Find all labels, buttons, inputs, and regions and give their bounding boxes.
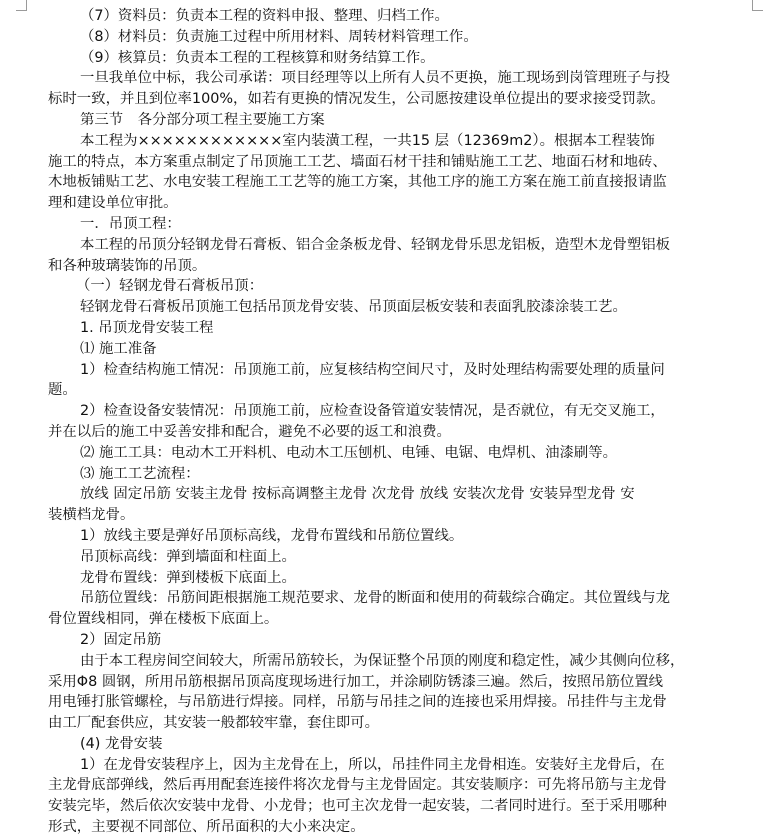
text-line: (4) 龙骨安装 (80, 735, 163, 752)
text-line: 吊筋位置线：吊筋间距根据施工规范要求、龙骨的断面和使用的荷载综合确定。其位置线与龙 (80, 590, 671, 607)
text-line: 骨位置线相同，弹在楼板下底面上。 (48, 611, 279, 628)
text-line: 第三节 各分部分项工程主要施工方案 (80, 111, 325, 128)
text-line: （7）资料员：负责本工程的资料申报、整理、归档工作。 (80, 8, 449, 24)
document-body (48, 6, 758, 838)
text-line: 和各种玻璃装饰的吊顶。 (48, 257, 207, 274)
text-line: 龙骨布置线：弹到楼板下底面上。 (80, 569, 296, 586)
text-line: 采用Φ8 圆钢，所用吊筋根据吊顶高度现场进行加工，并涂刷防锈漆三遍。然后，按照吊筋位置线 (48, 673, 664, 690)
text-line: 2）固定吊筋 (80, 631, 162, 648)
text-line: 由工厂配套供应，其安装一般都较牢靠，套住即可。 (48, 715, 379, 732)
text-line: 本工程为××××××××××××室内装潢工程，一共15 层（12369m2）。根据本工程装饰 (80, 132, 655, 149)
text-line: 1）放线主要是弹好吊顶标高线，龙骨布置线和吊筋位置线。 (80, 527, 464, 544)
text-line: （8）材料员：负责施工过程中所用材料、周转材料管理工作。 (80, 28, 478, 45)
text-line: 吊顶标高线：弹到墙面和柱面上。 (80, 548, 296, 565)
text-line: 2）检查设备安装情况：吊顶施工前，应检查设备管道安装情况，是否就位，有无交叉施工， (80, 403, 665, 420)
text-line: 由于本工程房间空间较大，所需吊筋较长，为保证整个吊顶的刚度和稳定性，减少其侧向位移， (80, 652, 685, 669)
crop-mark-top-left (16, 0, 27, 11)
text-line: 一．吊顶工程： (80, 215, 181, 232)
text-line: （9）核算员：负责本工程的工程核算和财务结算工作。 (80, 49, 435, 66)
text-line: 用电锤打胀管螺栓，与吊筋进行焊接。同样，吊筋与吊挂之间的连接也采用焊接。吊挂件与主龙骨 (48, 694, 667, 711)
text-line: ⑴ 施工准备 (80, 340, 157, 357)
text-line: 1. 吊顶龙骨安装工程 (80, 319, 214, 336)
text-line: 施工的特点，本方案重点制定了吊顶施工工艺、墙面石材干挂和铺贴施工工艺、地面石材和地砖、 (48, 153, 667, 170)
text-line: 木地板铺贴工艺、水电安装工程施工工艺等的施工方案，其他工序的施工方案在施工前直接报请监 (48, 174, 667, 191)
text-line: 标时一致，并且到位率100%，如若有更换的情况发生，公司愿按建设单位提出的要求接受罚款。 (48, 91, 665, 108)
text-line: 主龙骨底部弹线，然后再用配套连接件将次龙骨与主龙骨固定。其安装顺序：可先将吊筋与主龙骨 (48, 777, 667, 794)
text-line: 放线 固定吊筋 安装主龙骨 按标高调整主龙骨 次龙骨 放线 安装次龙骨 安装异型龙骨 安 (80, 486, 635, 503)
text-line: 理和建设单位审批。 (48, 195, 178, 212)
text-line: 轻钢龙骨石膏板吊顶施工包括吊顶龙骨安装、吊顶面层板安装和表面乳胶漆涂装工艺。 (80, 299, 627, 316)
text-line: 题。 (48, 382, 77, 399)
text-line: 一旦我单位中标，我公司承诺：项目经理等以上所有人员不更换，施工现场到岗管理班子与投 (80, 70, 671, 87)
text-line: ⑵ 施工工具：电动木工开料机、电动木工压刨机、电锤、电锯、电焊机、油漆刷等。 (80, 444, 618, 461)
text-line: 1）在龙骨安装程序上，因为主龙骨在上，所以，吊挂件同主龙骨相连。安装好主龙骨后，在 (80, 756, 665, 773)
text-line: 本工程的吊顶分轻钢龙骨石膏板、铝合金条板龙骨、轻钢龙骨乐思龙铝板，造型木龙骨塑铝板 (80, 236, 671, 253)
text-line: 装横档龙骨。 (48, 507, 135, 524)
text-line: ⑶ 施工工艺流程： (80, 465, 200, 482)
text-line: 安装完毕，然后依次安装中龙骨、小龙骨；也可主次龙骨一起安装，二者同时进行。至于采用哪种 (48, 798, 667, 815)
text-line: 形式，主要视不同部位、所吊面积的大小来决定。 (48, 819, 365, 836)
text-line: （一）轻钢龙骨石膏板吊顶： (76, 278, 264, 295)
text-line: 并在以后的施工中妥善安排和配合，避免不必要的返工和浪费。 (48, 423, 451, 440)
text-line: 1）检查结构施工情况：吊顶施工前，应复核结构空间尺寸，及时处理结构需要处理的质量问 (80, 361, 665, 378)
